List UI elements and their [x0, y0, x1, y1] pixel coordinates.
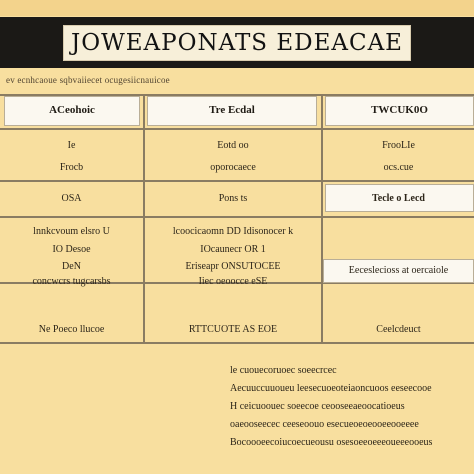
column-header-1: ACeohoic: [49, 104, 95, 116]
row4-col2: RTTCUOTE AS EOE: [188, 324, 278, 335]
row3-col2-line2: IOcaunecr OR 1: [200, 244, 266, 255]
column-header-3: TWCUK0O: [371, 104, 428, 116]
note-line-3: H ceicuoouec soeecoe ceooseeaeoocatioeus: [230, 401, 405, 412]
title-bar: [0, 17, 474, 68]
row2-col3: Tecle o Lecd: [372, 193, 425, 204]
note-line-4: oaeooseecec ceeseoouo esecueoeoeooeeooeeee: [230, 419, 419, 430]
row4-col3: Ceelcdeuct: [376, 324, 421, 335]
row1-col3-line1: FrooLIe: [382, 140, 415, 151]
top-band: [0, 0, 474, 16]
table-divider-1: [143, 94, 145, 344]
note-line-1: le cuouecoruoec soeecrcec: [230, 365, 337, 376]
comparison-table: [0, 94, 474, 346]
row2-col1: OSA: [61, 193, 82, 204]
row4-col1: Ne Poeco llucoe: [38, 324, 105, 335]
row3-col2-line3: Eriseapr ONSUTOCEE: [185, 261, 281, 272]
notes-block: [230, 362, 472, 452]
row3-col2-line1: lcoocicaomn DD Idisonocer k: [172, 226, 294, 237]
row3-col1-line1: lnnkcvoum elsro U: [33, 226, 110, 237]
row2-col2: Pons ts: [218, 193, 248, 204]
row3-col1-line3: DeN: [62, 261, 81, 272]
subtitle: ev ecnhcaoue sqbvaiiecet ocugesiicnauicoe: [6, 75, 170, 85]
row3-col1-line4: concwcrs tugcarsbs: [32, 276, 111, 287]
page-title: JOWEAPONATS EDEACAE: [63, 25, 411, 61]
row1-col3-line2: ocs.cue: [383, 162, 414, 173]
row1-col1-line1: Ie: [67, 140, 76, 151]
note-line-5: Bocoooeecoiucoecueousu osesoeeoeeeoueeeooeus: [230, 437, 433, 448]
row1-col1-line2: Frocb: [59, 162, 84, 173]
table-rule-header: [0, 128, 474, 130]
table-rule-bottom: [0, 342, 474, 344]
column-header-2: Tre Ecdal: [209, 104, 255, 116]
table-rule-row2: [0, 216, 474, 218]
table-divider-2: [321, 94, 323, 344]
row1-col2-line1: Eotd oo: [217, 140, 249, 151]
row3-col3: Eeceslecioss at oercaiole: [348, 265, 449, 276]
note-line-2: Aecuuccuuoueu leesecuoeoteiaoncuoos eeseecooe: [230, 383, 432, 394]
row3-col1-line2: IO Desoe: [52, 244, 91, 255]
table-rule-row1: [0, 180, 474, 182]
row1-col2-line2: oporocaece: [210, 162, 256, 173]
row3-col2-line4: Iiec oeoocce eSE: [198, 276, 268, 287]
